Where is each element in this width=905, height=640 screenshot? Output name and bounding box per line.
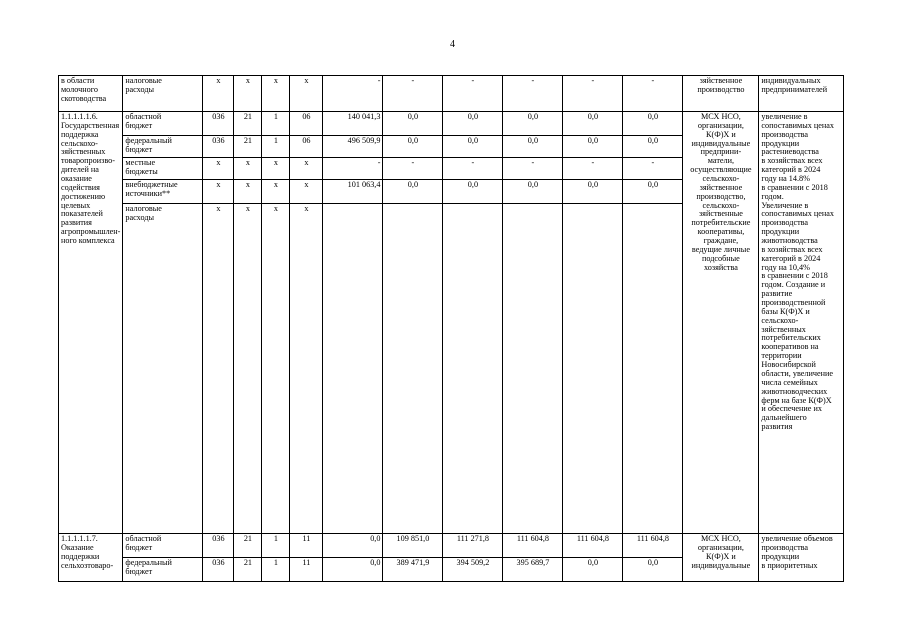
budget-code: 11 <box>290 558 323 582</box>
budget-code: х <box>290 158 323 180</box>
amount-cell: 0,0 <box>443 180 503 204</box>
executor-cell: МСХ НСО, организации, К(Ф)Х и индивидуальные <box>683 534 759 582</box>
budget-code: х <box>203 158 234 180</box>
amount-cell: 0,0 <box>443 136 503 158</box>
budget-code: 1 <box>262 534 290 558</box>
amount-cell: - <box>443 76 503 112</box>
amount-cell: 109 851,0 <box>383 534 443 558</box>
expected-result-cell: увеличение в сопоставимых ценах производства продукции растениеводства в хозяйствах всех категорий в 2024 году на 14.8% в сравнении с 2018 годом. Увеличение в сопоставимых ценах производства продукции животноводства в хозяйствах всех категорий в 2024 году на 10,4% в сравнении с 2018 годом. Создание и развитие производственной базы К(Ф)Х и сельскохо- зяйственных потребительских кооперативов на территории Новосибирской области, увеличение числа семейных животноводческих ферм на базе К(Ф)Х и обеспечение их дальнейшего развития <box>759 112 844 534</box>
amount-cell <box>503 204 563 534</box>
amount-cell: 496 509,9 <box>323 136 383 158</box>
budget-code: х <box>203 180 234 204</box>
budget-code: х <box>234 76 262 112</box>
budget-code: 21 <box>234 136 262 158</box>
expected-result-cell: индивидуальных предпринимателей <box>759 76 844 112</box>
amount-cell: - <box>383 76 443 112</box>
amount-cell: 0,0 <box>503 180 563 204</box>
budget-code: х <box>290 180 323 204</box>
budget-code: х <box>234 204 262 534</box>
funding-source: федеральный бюджет <box>123 136 203 158</box>
amount-cell: - <box>323 158 383 180</box>
amount-cell: 0,0 <box>623 136 683 158</box>
amount-cell: 140 041,3 <box>323 112 383 136</box>
budget-code: х <box>262 180 290 204</box>
amount-cell: 0,0 <box>383 112 443 136</box>
budget-code: х <box>262 76 290 112</box>
amount-cell: 0,0 <box>563 558 623 582</box>
amount-cell <box>623 204 683 534</box>
amount-cell: 0,0 <box>323 558 383 582</box>
amount-cell: - <box>503 158 563 180</box>
funding-source: внебюджетные источники** <box>123 180 203 204</box>
budget-code: 036 <box>203 112 234 136</box>
amount-cell: 0,0 <box>323 534 383 558</box>
budget-code: х <box>234 158 262 180</box>
amount-cell: 389 471,9 <box>383 558 443 582</box>
budget-code: 11 <box>290 534 323 558</box>
measure-name: 1.1.1.1.1.6. Государственная поддержка сельскохо- зяйственных товаропроизво- дителей на оказание содействия достижению целевых показателей развития агропромышлен- ного комплекса <box>59 112 123 534</box>
funding-source: областной бюджет <box>123 112 203 136</box>
amount-cell: - <box>383 158 443 180</box>
page-number: 4 <box>450 39 455 50</box>
amount-cell: 111 604,8 <box>503 534 563 558</box>
amount-cell: 0,0 <box>383 136 443 158</box>
amount-cell: 0,0 <box>503 112 563 136</box>
amount-cell: 0,0 <box>623 180 683 204</box>
expected-result-cell: увеличение объемов производства продукции в приоритетных <box>759 534 844 582</box>
budget-code: 036 <box>203 136 234 158</box>
table-body <box>59 76 844 582</box>
budget-code: х <box>262 204 290 534</box>
amount-cell: - <box>623 158 683 180</box>
amount-cell: 0,0 <box>443 112 503 136</box>
budget-code: 1 <box>262 558 290 582</box>
amount-cell <box>563 204 623 534</box>
measure-name: в области молочного скотоводства <box>59 76 123 112</box>
budget-code: 1 <box>262 136 290 158</box>
amount-cell: 0,0 <box>623 558 683 582</box>
amount-cell: 0,0 <box>563 180 623 204</box>
amount-cell: - <box>563 76 623 112</box>
executor-cell: зяйственное производство <box>683 76 759 112</box>
budget-code: 036 <box>203 558 234 582</box>
amount-cell: 111 271,8 <box>443 534 503 558</box>
amount-cell <box>323 204 383 534</box>
budget-code: 21 <box>234 534 262 558</box>
amount-cell: 0,0 <box>503 136 563 158</box>
amount-cell: - <box>323 76 383 112</box>
table-row <box>59 76 844 112</box>
amount-cell <box>383 204 443 534</box>
amount-cell: 0,0 <box>383 180 443 204</box>
program-measures-table <box>58 75 844 582</box>
funding-source: налоговые расходы <box>123 204 203 534</box>
funding-source: налоговые расходы <box>123 76 203 112</box>
amount-cell: 101 063,4 <box>323 180 383 204</box>
amount-cell: 111 604,8 <box>563 534 623 558</box>
executor-cell: МСХ НСО, организации, К(Ф)Х и индивидуальные предприни- матели, осуществляющие сельскохо- зяйственное производство, сельскохо- зяйственные потребительские кооперативы, граждане, ведущие личные подсобные хозяйства <box>683 112 759 534</box>
funding-source: местные бюджеты <box>123 158 203 180</box>
budget-code: х <box>203 76 234 112</box>
budget-code: 06 <box>290 136 323 158</box>
budget-code: х <box>290 204 323 534</box>
amount-cell <box>443 204 503 534</box>
budget-code: х <box>262 158 290 180</box>
budget-code: х <box>234 180 262 204</box>
budget-code: 21 <box>234 112 262 136</box>
funding-source: областной бюджет <box>123 534 203 558</box>
amount-cell: 0,0 <box>563 136 623 158</box>
budget-code: 21 <box>234 558 262 582</box>
amount-cell: 111 604,8 <box>623 534 683 558</box>
budget-code: х <box>203 204 234 534</box>
funding-source: федеральный бюджет <box>123 558 203 582</box>
amount-cell: - <box>623 76 683 112</box>
table-row <box>59 534 844 558</box>
amount-cell: 394 509,2 <box>443 558 503 582</box>
budget-code: 06 <box>290 112 323 136</box>
amount-cell: - <box>563 158 623 180</box>
amount-cell: - <box>503 76 563 112</box>
amount-cell: - <box>443 158 503 180</box>
amount-cell: 0,0 <box>563 112 623 136</box>
amount-cell: 0,0 <box>623 112 683 136</box>
budget-code: х <box>290 76 323 112</box>
table-row <box>59 112 844 136</box>
budget-code: 036 <box>203 534 234 558</box>
budget-code: 1 <box>262 112 290 136</box>
measure-name: 1.1.1.1.1.7. Оказание поддержки сельхозтоваро- <box>59 534 123 582</box>
amount-cell: 395 689,7 <box>503 558 563 582</box>
